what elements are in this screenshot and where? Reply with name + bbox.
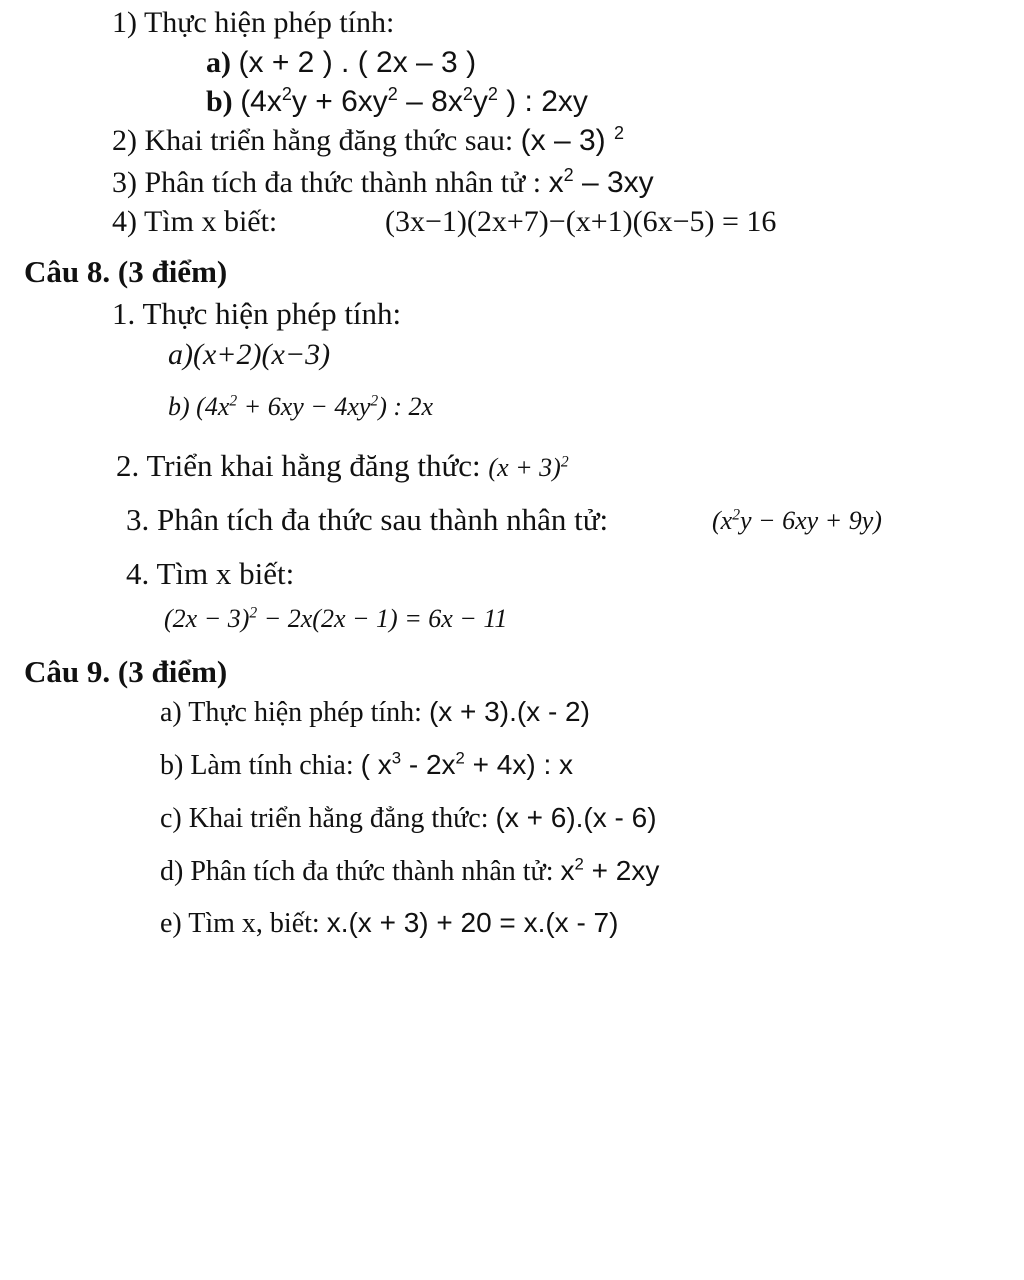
s8-q1-label: 1. Thực hiện phép tính: [112,296,402,331]
s9-e [160,907,618,940]
s9-d [160,855,659,888]
s9-d-sup: 2 [574,854,584,874]
s7-q1b-sup3: 2 [462,84,473,104]
s7-q1b-m4: y [472,85,488,118]
s7-q1b-m2: y + 6xy [291,85,388,118]
s7-q1b-sup2: 2 [387,84,398,104]
s9-a [160,696,590,729]
s8-q2 [116,448,569,484]
s9-c-label: c) Khai triển hằng đẳng thức: [160,803,489,834]
s8-q3-sup: 2 [732,506,740,524]
s7-q3-math [549,166,654,199]
s7-q1b-math [240,85,588,118]
s7-q3-label: 3) Phân tích đa thức thành nhân tử : [112,166,542,199]
s7-q1b-label: b) [206,85,233,118]
s7-q1a [206,46,476,81]
s8-q1b-m2: + 6xy − 4xy [243,392,371,421]
s9-b-sup2: 2 [455,748,465,768]
s9-b-math [361,749,573,780]
s8-q4-sup: 2 [249,604,258,622]
s8-q1b-sup1: 2 [229,392,238,410]
s8-q4-label: 4. Tìm x biết: [126,556,295,591]
s9-b-label: b) Làm tính chia: [160,750,354,781]
s8-q1b-sup2: 2 [370,392,379,410]
s7-q3-m2: – 3xy [581,166,654,199]
s7-q1b-m5: ) : 2xy [506,85,588,118]
s7-q2-math [521,124,624,157]
s7-q2-label: 2) Khai triển hằng đăng thức sau: [112,124,514,157]
s8-q1a [168,338,330,373]
s9-e-math: x.(x + 3) + 20 = x.(x - 7) [326,907,619,938]
s8-q2-sup: 2 [560,453,569,471]
s7-q1b-m3: – 8x [406,85,463,118]
s8-q1b-label: b) [168,392,190,421]
s8-q2-base: (x + 3) [488,453,561,482]
s7-q1b-sup1: 2 [281,84,292,104]
s9-d-math [561,855,660,886]
s7-q1-label: 1) Thực hiện phép tính: [112,6,395,39]
s8-q4-m1: (2x − 3) [164,604,250,633]
s8-q2-label: 2. Triển khai hằng đăng thức: [116,448,481,483]
s9-a-label: a) Thực hiện phép tính: [160,697,422,728]
s9-heading: Câu 9. (3 điểm) [24,654,228,689]
s9-d-label: d) Phân tích đa thức thành nhân tử: [160,856,554,887]
s9-c-math: (x + 6).(x - 6) [495,802,657,833]
s7-q1b-m1: (4x [240,85,282,118]
s7-q1b [206,85,588,120]
s8-q1b-m3: ) : 2x [378,392,434,421]
s8-q2-math [488,453,568,482]
s7-q1a-math: (x + 2 ) . ( 2x – 3 ) [238,46,477,79]
s9-b [160,749,573,782]
s8-q3-math [712,506,882,536]
s8-q1b [168,392,433,422]
s9-e-label: e) Tìm x, biết: [160,908,320,939]
s7-q4-math: (3x−1)(2x+7)−(x+1)(6x−5) = 16 [385,205,777,238]
s9-b-sup3: 3 [391,748,402,768]
s8-q1b-m1: (4x [196,392,230,421]
s7-q3-sup: 2 [563,165,574,185]
s8-heading: Câu 8. (3 điểm) [24,254,228,289]
s9-b-m3: + 4x) : x [472,749,574,780]
s9-b-m1: ( x [360,749,392,780]
s8-q1b-math [196,392,433,421]
s7-q3-m1: x [548,166,564,199]
s9-d-m2: + 2xy [591,855,660,886]
s7-q4-label: 4) Tìm x biết: [112,205,278,238]
s9-c [160,802,657,835]
s8-q3-m1: (x [712,506,733,535]
s8-q1a-math: (x+2)(x−3) [193,338,331,371]
s8-q1a-label: a) [168,338,193,371]
s9-b-m2: - 2x [408,749,456,780]
s8-q4-math [164,604,507,634]
s7-q3 [112,166,654,201]
s7-q1b-sup4: 2 [487,84,498,104]
s8-q3-label: 3. Phân tích đa thức sau thành nhân tử: [126,502,609,537]
s9-d-m1: x [560,855,575,886]
s9-a-math: (x + 3).(x - 2) [428,696,590,727]
s7-q2-sup: 2 [614,123,625,143]
s7-q1a-label: a) [206,46,231,79]
s7-q2 [112,124,624,159]
s8-q4-m2: − 2x(2x − 1) = 6x − 11 [263,604,508,633]
s7-q2-base: (x – 3) [520,124,606,157]
s8-q3-m2: y − 6xy + 9y) [740,506,882,535]
